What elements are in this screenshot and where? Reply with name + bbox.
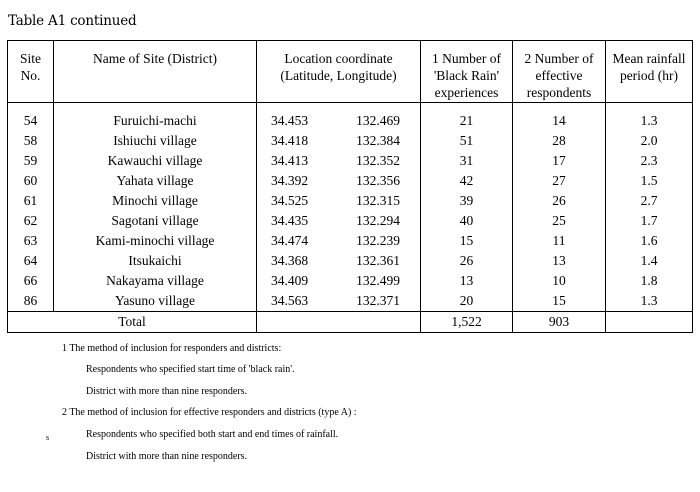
note-2-title: 2 The method of inclusion for effective responders and districts (type A) : [62,407,357,418]
cell-lat: 34.418 [271,133,309,148]
cell-site: 64 [8,251,54,271]
cell-name: Minochi village [54,191,257,211]
cell-name: Itsukaichi [54,251,257,271]
cell-name: Yasuno village [54,291,257,312]
cell-site: 61 [8,191,54,211]
cell-name: Kawauchi village [54,151,257,171]
cell-effective: 15 [513,291,606,312]
cell-effective: 27 [513,171,606,191]
cell-location [257,251,421,271]
cell-mean: 1.4 [606,251,693,271]
header-site [8,41,54,103]
table-caption: Table A1 continued [8,13,137,29]
cell-location [257,191,421,211]
cell-black-rain: 42 [421,171,513,191]
cell-lat: 34.392 [271,173,309,188]
cell-name: Sagotani village [54,211,257,231]
total-location [257,312,421,333]
header-mean-line1: Mean rainfall [612,51,686,66]
header-mean [606,41,693,103]
cell-lon: 132.239 [356,233,400,248]
header-name [54,41,257,103]
cell-mean: 1.5 [606,171,693,191]
cell-location [257,291,421,312]
cell-lat: 34.413 [271,153,309,168]
cell-location [257,271,421,291]
table-row [8,231,693,251]
data-table [7,40,693,333]
header-mean-line2: period (hr) [619,68,679,83]
cell-black-rain: 39 [421,191,513,211]
header-effective-line1: 2 Number of [524,51,594,66]
cell-mean: 2.7 [606,191,693,211]
cell-lon: 132.384 [356,133,400,148]
note-2-line-2: District with more than nine responders. [86,451,248,462]
header-black-rain [421,41,513,103]
total-black-rain: 1,522 [421,312,513,333]
cell-black-rain: 20 [421,291,513,312]
cell-black-rain: 15 [421,231,513,251]
cell-effective: 13 [513,251,606,271]
cell-mean: 2.0 [606,131,693,151]
cell-location [257,103,421,132]
cell-lat: 34.435 [271,213,309,228]
table-row [8,271,693,291]
table-row [8,291,693,312]
cell-site: 62 [8,211,54,231]
cell-lon: 132.352 [356,153,400,168]
cell-effective: 11 [513,231,606,251]
cell-black-rain: 51 [421,131,513,151]
table-row [8,151,693,171]
cell-name: Kami-minochi village [54,231,257,251]
cell-lon: 132.499 [356,273,400,288]
cell-site: 66 [8,271,54,291]
table-row [8,191,693,211]
cell-black-rain: 21 [421,103,513,132]
cell-mean: 1.3 [606,103,693,132]
note-1-line-2: District with more than nine responders. [86,386,248,397]
header-row [8,41,693,103]
cell-lon: 132.294 [356,213,400,228]
cell-name: Nakayama village [54,271,257,291]
data-table-container [7,40,692,331]
cell-lat: 34.409 [271,273,309,288]
note-1-line-1: Respondents who specified start time of 'black rain'. [86,364,295,375]
cell-black-rain: 13 [421,271,513,291]
header-effective-line2: effective [535,68,583,83]
header-location [257,41,421,103]
cell-lon: 132.361 [356,253,400,268]
cell-lat: 34.368 [271,253,309,268]
header-site-line2: No. [20,68,41,83]
total-mean [606,312,693,333]
note-2-line-1: Respondents who specified both start and end times of rainfall. [86,429,339,440]
cell-name: Ishiuchi village [54,131,257,151]
cell-mean: 2.3 [606,151,693,171]
header-black-rain-line2: 'Black Rain' [433,68,500,83]
cell-lon: 132.315 [356,193,400,208]
cell-name: Yahata village [54,171,257,191]
cell-lon: 132.371 [356,293,400,308]
cell-mean: 1.8 [606,271,693,291]
cell-effective: 14 [513,103,606,132]
header-black-rain-line3: experiences [434,85,499,100]
header-location-line1: Location coordinate [284,51,393,66]
stray-mark: s [46,433,50,442]
cell-location [257,131,421,151]
cell-effective: 10 [513,271,606,291]
cell-lat: 34.563 [271,293,309,308]
header-effective [513,41,606,103]
cell-name: Furuichi-machi [54,103,257,132]
cell-site: 59 [8,151,54,171]
cell-black-rain: 31 [421,151,513,171]
cell-mean: 1.6 [606,231,693,251]
table-row [8,211,693,231]
cell-black-rain: 40 [421,211,513,231]
note-1-title: 1 The method of inclusion for responders and districts: [62,343,282,354]
cell-lon: 132.356 [356,173,400,188]
cell-location [257,211,421,231]
total-row [8,312,693,333]
cell-lat: 34.453 [271,113,309,128]
cell-location [257,231,421,251]
table-row [8,103,693,132]
cell-site: 60 [8,171,54,191]
cell-site: 86 [8,291,54,312]
cell-black-rain: 26 [421,251,513,271]
table-row [8,171,693,191]
total-label: Total [8,312,257,333]
cell-location [257,171,421,191]
cell-site: 54 [8,103,54,132]
cell-site: 63 [8,231,54,251]
cell-lat: 34.474 [271,233,309,248]
cell-effective: 26 [513,191,606,211]
header-black-rain-line1: 1 Number of [432,51,501,66]
cell-mean: 1.3 [606,291,693,312]
cell-effective: 17 [513,151,606,171]
cell-site: 58 [8,131,54,151]
header-effective-line3: respondents [526,85,592,100]
cell-effective: 28 [513,131,606,151]
cell-mean: 1.7 [606,211,693,231]
header-name-line1: Name of Site (District) [92,51,218,66]
header-location-line2: (Latitude, Longitude) [280,68,397,83]
cell-lat: 34.525 [271,193,309,208]
cell-effective: 25 [513,211,606,231]
total-effective: 903 [513,312,606,333]
header-site-line1: Site [19,51,41,66]
cell-lon: 132.469 [356,113,400,128]
cell-location [257,151,421,171]
table-row [8,251,693,271]
table-row [8,131,693,151]
